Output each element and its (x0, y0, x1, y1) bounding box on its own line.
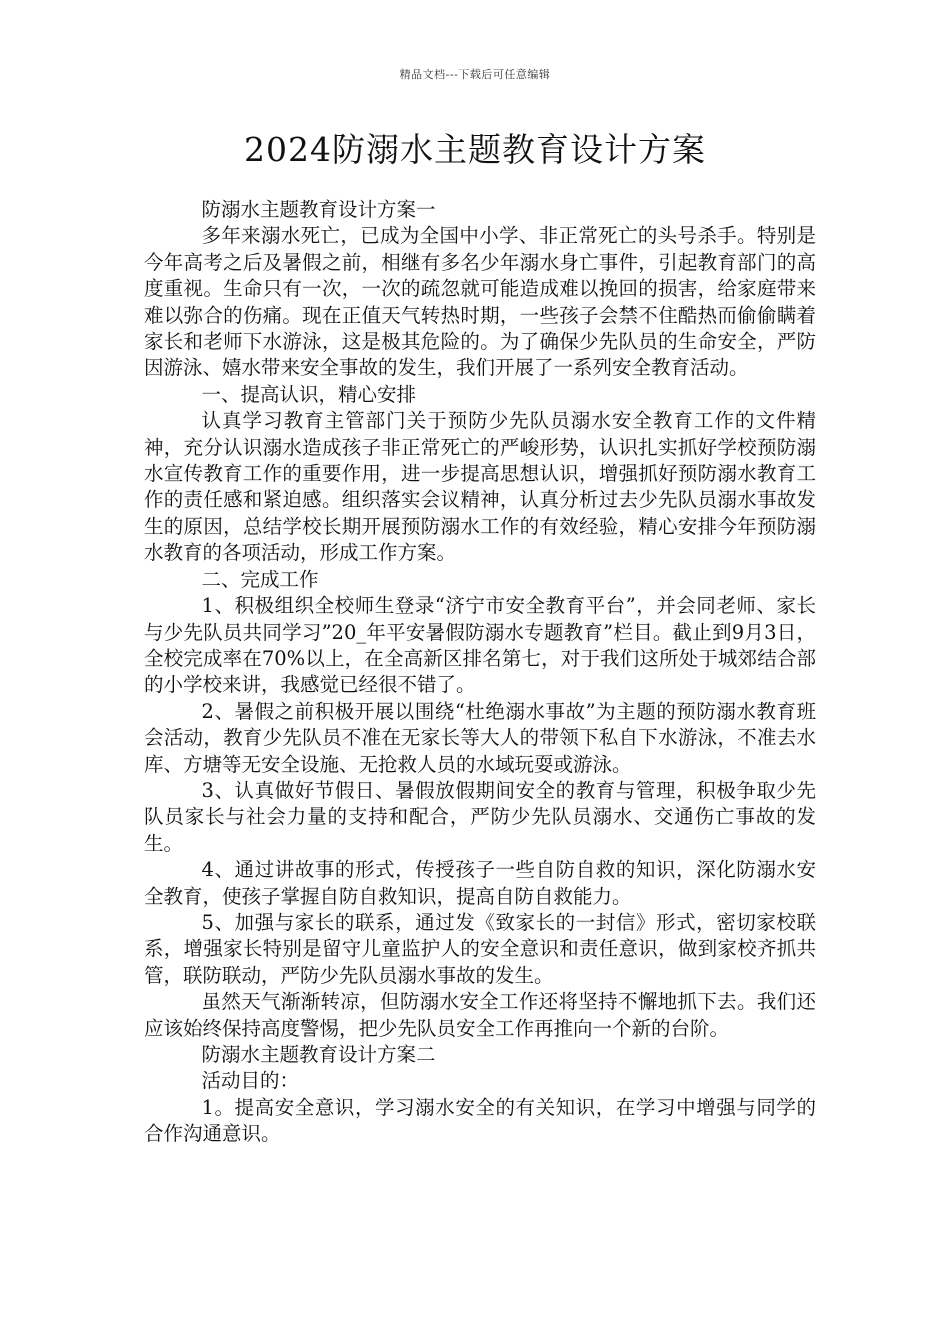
paragraph-conclusion: 虽然天气渐渐转凉，但防溺水安全工作还将坚持不懈地抓下去。我们还应该始终保持高度警惕，把少先队员安全工作再推向一个新的台阶。 (144, 990, 816, 1040)
paragraph-plan-one-heading: 防溺水主题教育设计方案一 (201, 198, 436, 221)
paragraph-item-3: 3、认真做好节假日、暑假放假期间安全的教育与管理，积极争取少先队员家长与社会力量的支持和配合，严防少先队员溺水、交通伤亡事故的发生。 (144, 778, 816, 855)
paragraph-section-one-heading: 一、提高认识，精心安排 (201, 382, 417, 406)
paragraph-plan-two-heading: 防溺水主题教育设计方案二 (201, 1043, 436, 1066)
paragraph-item-4: 4、通过讲故事的形式，传授孩子一些自防自救的知识，深化防溺水安全教育，使孩子掌握自防自救知识，提高自防自救能力。 (144, 858, 816, 908)
paragraph-section-two-heading: 二、完成工作 (201, 567, 319, 591)
paragraph-item-1: 1、积极组织全校师生登录“济宁市安全教育平台”，并会同老师、家长与少先队员共同学习”20_年平安暑假防溺水专题教育”栏目。截止到9月3日，全校完成率在70%以上，在全高新区排名第七，对于我们这所处于城郊结合部的小学校来讲，我感觉已经很不错了。 (144, 594, 816, 697)
paragraph-item-5: 5、加强与家长的联系，通过发《致家长的一封信》形式，密切家校联系，增强家长特别是留守儿童监护人的安全意识和责任意识，做到家校齐抓共管，联防联动，严防少先队员溺水事故的发生。 (144, 910, 816, 987)
paragraph-activity-goal-heading: 活动目的： (201, 1069, 300, 1093)
header-note: 精品文档---下载后可任意编辑 (399, 68, 551, 81)
paragraph-section-one-body: 认真学习教育主管部门关于预防少先队员溺水安全教育工作的文件精神，充分认识溺水造成孩子非正常死亡的严峻形势，认识扎实抓好学校预防溺水宣传教育工作的重要作用，进一步提高思想认识，增强抓好预防溺水教育工作的责任感和紧迫感。组织落实会议精神，认真分析过去少先队员溺水事故发生的原因，总结学校长期开展预防溺水工作的有效经验，精心安排今年预防溺水教育的各项活动，形成工作方案。 (144, 409, 816, 565)
document-title: 2024防溺水主题教育设计方案 (244, 130, 706, 169)
paragraph-item-2: 2、暑假之前积极开展以围绕“杜绝溺水事故”为主题的预防溺水教育班会活动，教育少先队员不准在无家长等大人的带领下私自下水游泳，不准去水库、方塘等无安全设施、无抢救人员的水域玩耍或游泳。 (144, 699, 816, 776)
paragraph-activity-goal-1: 1。提高安全意识，学习溺水安全的有关知识，在学习中增强与同学的合作沟通意识。 (144, 1095, 816, 1146)
paragraph-intro: 多年来溺水死亡，已成为全国中小学、非正常死亡的头号杀手。特别是今年高考之后及暑假之前，相继有多名少年溺水身亡事件，引起教育部门的高度重视。生命只有一次，一次的疏忽就可能造成难以挽回的损害，给家庭带来难以弥合的伤痛。现在正值天气转热时期，一些孩子会禁不住酷热而偷偷瞒着家长和老师下水游泳，这是极其危险的。为了确保少先队员的生命安全，严防因游泳、嬉水带来安全事故的发生，我们开展了一系列安全教育活动。 (144, 224, 816, 380)
document-body (144, 197, 816, 1148)
